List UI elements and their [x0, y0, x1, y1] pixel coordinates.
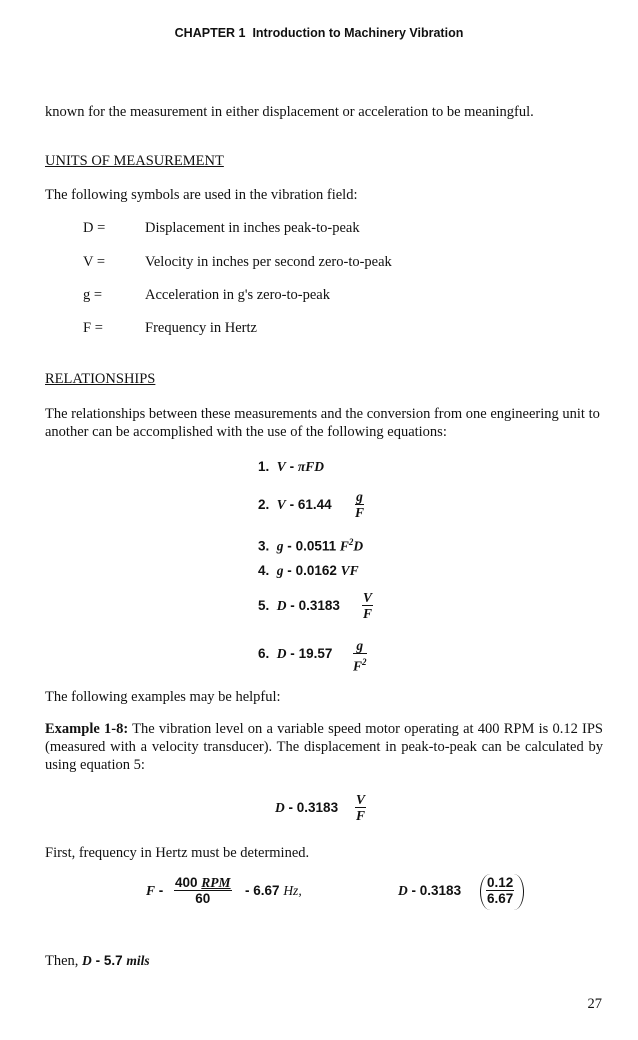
equation-operator: - [411, 883, 417, 898]
fraction-denominator: F [355, 505, 365, 520]
equation-coefficient: 0.3183 [419, 883, 462, 898]
equation-lhs: g [276, 563, 284, 578]
equation-2 [258, 497, 332, 513]
chapter-label: CHAPTER 1 [174, 26, 246, 40]
result-line [45, 952, 603, 970]
page-number: 27 [587, 996, 602, 1012]
fraction-denominator [353, 654, 367, 675]
rpm-value: 400 [175, 875, 198, 890]
result-value: 5.7 [103, 953, 123, 968]
fraction-denominator-exponent: 2 [362, 657, 367, 667]
equation-lhs: V [276, 459, 286, 474]
running-header [0, 26, 638, 40]
symbol: F = [83, 320, 103, 336]
equation-number: 6. [258, 646, 270, 661]
equation-operator: - [287, 563, 292, 578]
equation-number: 2. [258, 497, 270, 512]
fraction-numerator: g [356, 489, 363, 504]
equation-coefficient: 61.44 [297, 497, 332, 512]
equation-operator: - [245, 883, 250, 898]
frequency-equation-lhs [146, 883, 163, 899]
equation-number: 4. [258, 563, 270, 578]
examples-lead: The following examples may be helpful: [45, 689, 281, 705]
fraction-denominator-base: F [353, 658, 363, 674]
equation-6-fraction [353, 639, 367, 675]
fraction-numerator: V [363, 590, 373, 605]
symbol-definition: Displacement in inches peak-to-peak [145, 220, 360, 236]
equation-number: 1. [258, 459, 270, 474]
equation-number: 3. [258, 538, 270, 554]
equation-operator: - [289, 459, 295, 474]
first-step-text: First, frequency in Hertz must be determined. [45, 845, 310, 861]
equation-term: F [339, 538, 349, 554]
equation-coefficient: 0.3183 [298, 598, 340, 613]
example-label: Example 1-8: [45, 721, 129, 737]
equation-1 [258, 459, 324, 475]
equation-lhs: D [276, 646, 287, 661]
equation-coefficient: 0.3183 [296, 800, 339, 815]
equation-exponent: 2 [348, 537, 354, 547]
example-equation-fraction [355, 793, 366, 824]
example-text: The vibration level on a variable speed motor operating at 400 RPM is 0.12 IPS (measured with a velocity transducer). The displacement in peak-to-peak can be calculated by using equation 5: [45, 721, 603, 773]
equation-6 [258, 646, 332, 662]
symbol-definition: Acceleration in g's zero-to-peak [145, 287, 330, 303]
intro-paragraph: known for the measurement in either displacement or acceleration to be meaningful. [45, 104, 534, 120]
equation-3 [258, 537, 363, 555]
equation-operator: - [287, 538, 292, 554]
result-expression [82, 953, 150, 968]
symbol-definition: Frequency in Hertz [145, 320, 257, 336]
frequency-fraction [174, 876, 232, 907]
result-unit: mils [126, 953, 150, 968]
equation-coefficient: 19.57 [298, 646, 333, 661]
equation-5-fraction [362, 591, 373, 622]
result-lead: Then, [45, 953, 79, 969]
example-equation [275, 800, 338, 816]
equation-number: 5. [258, 598, 270, 613]
equation-rhs: πFD [297, 459, 324, 474]
equation-lhs: F [146, 883, 156, 898]
fraction-denominator: F [363, 606, 373, 621]
frequency-value: 6.67 [253, 883, 280, 898]
equation-lhs: V [276, 497, 286, 512]
symbol-definition: Velocity in inches per second zero-to-peak [145, 254, 392, 270]
symbol: g = [83, 287, 103, 303]
equation-operator: - [289, 497, 295, 512]
equation-operator: - [158, 883, 164, 898]
fraction-numerator: 0.12 [487, 875, 514, 890]
equation-lhs: D [275, 800, 285, 815]
equation-term: VF [340, 563, 359, 578]
symbol: V = [83, 254, 106, 270]
rpm-unit: RPM [201, 875, 231, 890]
frequency-unit: Hz, [283, 883, 302, 898]
equation-operator: - [290, 598, 295, 613]
fraction-numerator: V [356, 792, 366, 807]
equation-coefficient: 0.0162 [295, 563, 337, 578]
result-lhs: D [82, 953, 92, 968]
fraction-denominator: 6.67 [487, 891, 514, 906]
displacement-equation [398, 883, 461, 899]
equation-lhs: D [276, 598, 287, 613]
equation-4 [258, 563, 359, 579]
result-operator: - [95, 953, 101, 968]
chapter-title: Introduction to Machinery Vibration [252, 26, 464, 40]
equation-operator: - [290, 646, 295, 661]
equation-lhs: D [398, 883, 408, 898]
relationships-lead: The relationships between these measurements and the conversion from one engineering unit to another can be accomplished with the use of the following equations: [45, 406, 600, 440]
equation-2-fraction [355, 490, 364, 521]
fraction-denominator: 60 [195, 891, 211, 906]
equation-coefficient: 0.0511 [295, 538, 337, 554]
displacement-fraction [486, 876, 514, 907]
relationships-heading: RELATIONSHIPS [45, 371, 156, 387]
equation-lhs: g [276, 538, 284, 554]
fraction-denominator: F [356, 808, 366, 823]
equation-term: D [353, 538, 364, 554]
units-heading: UNITS OF MEASUREMENT [45, 153, 224, 169]
units-lead: The following symbols are used in the vibration field: [45, 187, 358, 203]
fraction-numerator: g [353, 639, 367, 654]
equation-operator: - [288, 800, 294, 815]
symbol: D = [83, 220, 106, 236]
example-paragraph [45, 720, 603, 774]
fraction-numerator [174, 876, 232, 891]
frequency-result [245, 883, 302, 899]
equation-5 [258, 598, 340, 614]
